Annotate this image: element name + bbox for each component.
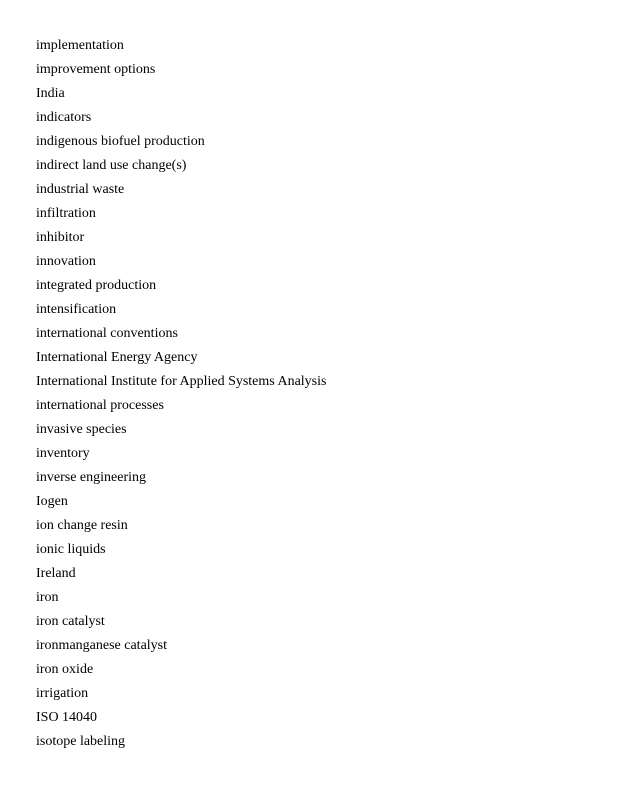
index-entry: International Institute for Applied Systems Analysis [36,374,327,389]
index-entry: inverse engineering [36,470,147,485]
index-entry: industrial waste [36,182,125,197]
index-entry: inhibitor [36,230,85,245]
index-entry: irrigation [36,686,89,701]
index-entry: isotope labeling [36,734,126,749]
index-entry: indicators [36,110,92,125]
index-entry: intensification [36,302,117,317]
index-entry: India [36,86,65,101]
index-entry: ionic liquids [36,542,106,557]
index-entry: Iogen [36,494,68,509]
index-entry: inventory [36,446,90,461]
index-entry: iron [36,590,59,605]
index-entry: invasive species [36,422,127,437]
index-entry: Ireland [36,566,76,581]
index-entry: international conventions [36,326,178,341]
index-entry: infiltration [36,206,96,221]
index-entry: iron catalyst [36,614,105,629]
index-entry: iron oxide [36,662,94,677]
index-list [36,34,326,754]
index-entry: International Energy Agency [36,350,198,365]
index-entry: indirect land use change(s) [36,158,187,173]
index-entry: integrated production [36,278,157,293]
index-entry: international processes [36,398,164,413]
index-entry: ISO 14040 [36,710,98,725]
index-entry: innovation [36,254,96,269]
index-entry: implementation [36,38,124,53]
index-entry: ironmanganese catalyst [36,638,168,653]
index-entry: improvement options [36,62,156,77]
index-entry: ion change resin [36,518,128,533]
index-entry: indigenous biofuel production [36,134,205,149]
